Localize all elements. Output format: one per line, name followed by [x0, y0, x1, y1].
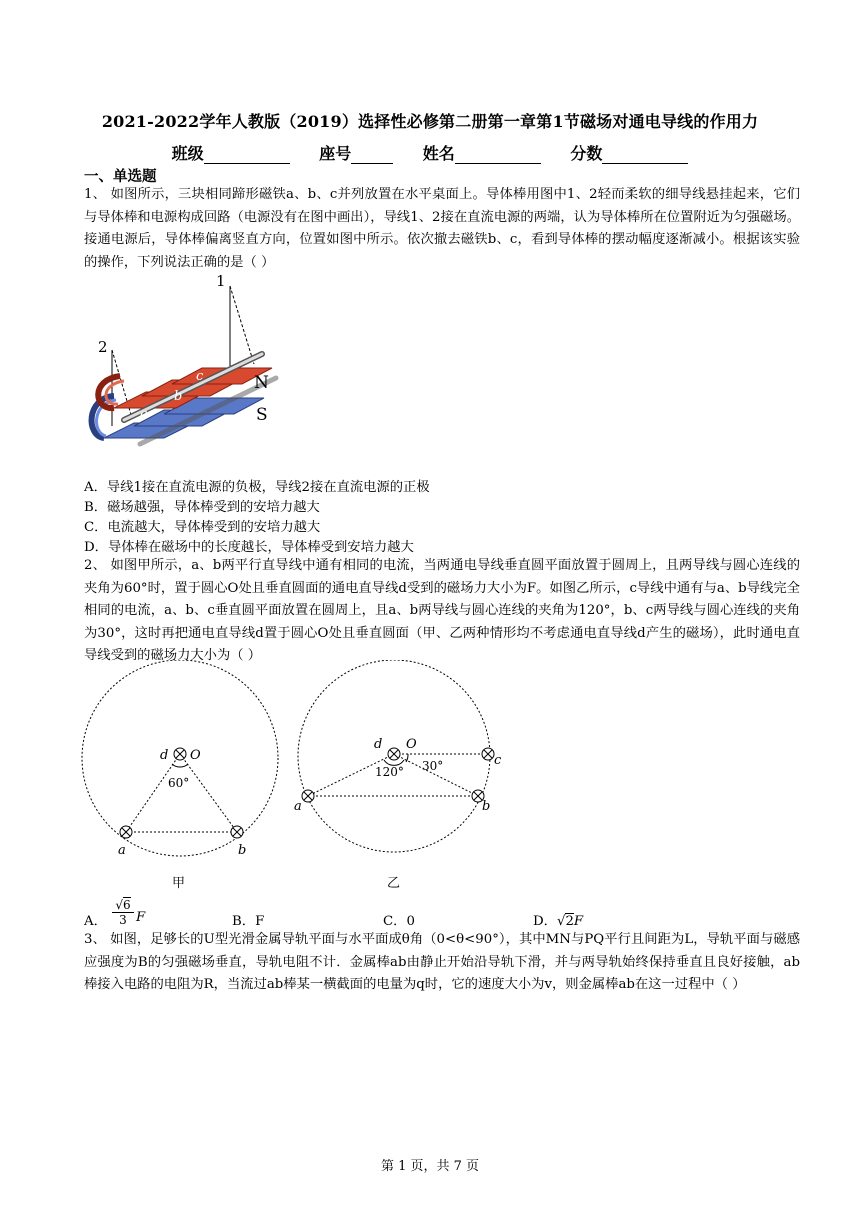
caption-yi: 乙 — [387, 876, 401, 891]
fraction-sqrt6-over-3 — [112, 898, 134, 927]
radicand-6: 6 — [123, 898, 131, 912]
seat-blank[interactable] — [351, 147, 393, 164]
label-a-yi: a — [294, 799, 302, 814]
wire-a-yi — [302, 790, 314, 802]
label-angle-jia: 60° — [168, 776, 190, 790]
label-angle-120: 120° — [375, 765, 404, 779]
wire-label-1: 1 — [216, 272, 226, 290]
q2-option-b[interactable]: B．F — [232, 914, 265, 929]
name-blank[interactable] — [455, 147, 541, 164]
label-b-yi: b — [482, 799, 491, 814]
label-d-yi: d — [374, 737, 383, 752]
wire-label-2: 2 — [98, 338, 108, 356]
q2-option-d[interactable] — [533, 910, 583, 929]
q2-option-c[interactable]: C．0 — [383, 914, 415, 929]
magnet-figure — [84, 268, 284, 468]
magnet-label-a: a — [140, 407, 148, 422]
page-title: 2021-2022学年人教版（2019）选择性必修第二册第一章第1节磁场对通电导线的作用力 — [101, 112, 759, 131]
label-c-yi: c — [494, 753, 502, 768]
class-blank[interactable] — [204, 147, 290, 164]
line-o-a — [126, 754, 180, 832]
label-a-jia: a — [118, 843, 126, 858]
question-1-text: 1、 如图所示，三块相同蹄形磁铁a、b、c并列放置在水平桌面上。导体棒用图中1、2轻而柔软的细导线悬挂起来，它们与导体棒和电源构成回路（电源没有在图中画出），导线1、2接在直流电源的两端，认为导体棒所在位置附近为匀强磁场。接通电源后，导体棒偏离竖直方向，位置如图中所示。依次撤去磁铁b、c，看到导体棒的摆动幅度逐渐减小。根据该实验的操作，下列说法正确的是（ ） — [84, 187, 800, 270]
label-d-jia: d — [160, 748, 169, 763]
label-o-yi: O — [406, 737, 417, 752]
angle-arc-30 — [406, 754, 408, 762]
score-field — [570, 141, 688, 164]
sqrt-2: √2 — [556, 914, 574, 929]
q1-option-c[interactable]: C．电流越大，导体棒受到的安培力越大 — [84, 520, 321, 535]
q2-option-a-suffix: F — [136, 910, 146, 925]
q2-option-a-prefix: A． — [84, 914, 107, 929]
caption-jia: 甲 — [172, 876, 186, 891]
wire-d-yi — [388, 748, 400, 760]
fraction-denominator: 3 — [112, 912, 134, 927]
class-field — [172, 141, 290, 164]
label-b-jia: b — [238, 843, 247, 858]
name-field — [423, 141, 541, 164]
q1-option-a[interactable]: A．导线1接在直流电源的负极，导线2接在直流电源的正极 — [84, 480, 430, 495]
pole-label-N: N — [254, 373, 269, 393]
pole-label-S: S — [256, 405, 268, 425]
wire-b-jia — [231, 826, 243, 838]
name-label: 姓名 — [422, 144, 455, 163]
q1-option-d[interactable]: D．导体棒在磁场中的长度越长，导体棒受到安培力越大 — [84, 540, 414, 555]
circle-figure-yi — [292, 660, 506, 860]
label-o-jia: O — [190, 748, 201, 763]
fraction-numerator: √6 — [115, 898, 131, 912]
seat-label: 座号 — [319, 144, 352, 163]
line-o-b — [180, 754, 237, 832]
student-info-line — [0, 141, 860, 164]
wire-a-jia — [120, 826, 132, 838]
circle-figure-jia — [80, 660, 280, 860]
radicand-2: 2 — [565, 914, 574, 929]
q1-option-b[interactable]: B．磁场越强，导体棒受到的安培力越大 — [84, 500, 320, 515]
magnet-label-b: b — [174, 389, 183, 404]
seat-field — [319, 141, 393, 164]
page-footer: 第 1 页，共 7 页 — [380, 1159, 480, 1174]
wire-c-yi — [482, 748, 494, 760]
angle-arc-jia — [172, 764, 188, 767]
question-3-text: 3、 如图，足够长的U型光滑金属导轨平面与水平面成θ角（0<θ<90°），其中MN与PQ平行且间距为L，导轨平面与磁感应强度为B的匀强磁场垂直，导轨电阻不计．金属棒ab由静止开始沿导轨下滑，并与两导轨始终保持垂直且良好接触，ab棒接入电路的电阻为R，当流过ab棒某一横截面的电量为q时，它的速度大小为v，则金属棒ab在这一过程中（ ） — [84, 932, 800, 993]
support-line-1b — [230, 286, 254, 364]
q2-option-d-prefix: D． — [533, 914, 557, 929]
label-angle-30: 30° — [422, 759, 444, 773]
wire-d-jia — [174, 748, 186, 760]
score-blank[interactable] — [602, 147, 688, 164]
score-label: 分数 — [570, 144, 603, 163]
q2-option-d-suffix: F — [573, 914, 584, 929]
section-title: 一、单选题 — [84, 168, 157, 185]
question-2-text: 2、 如图甲所示，a、b两平行直导线中通有相同的电流，当两通电导线垂直圆平面放置于圆周上，且两导线与圆心连线的夹角为60°时，置于圆心O处且垂直圆面的通电直导线d受到的磁场力大小为F。如图乙所示，c导线中通有与a、b导线完全相同的电流，a、b、c垂直圆平面放置在圆周上，且a、b两导线与圆心连线的夹角为120°，b、c两导线与圆心连线的夹角为30°，这时再把通电直导线d置于圆心O处且垂直圆面（甲、乙两种情形均不考虑通电直导线d产生的磁场），此时通电直导线受到的磁场力大小为（ ） — [84, 558, 800, 664]
class-label: 班级 — [171, 144, 204, 163]
magnet-label-c: c — [196, 369, 204, 384]
